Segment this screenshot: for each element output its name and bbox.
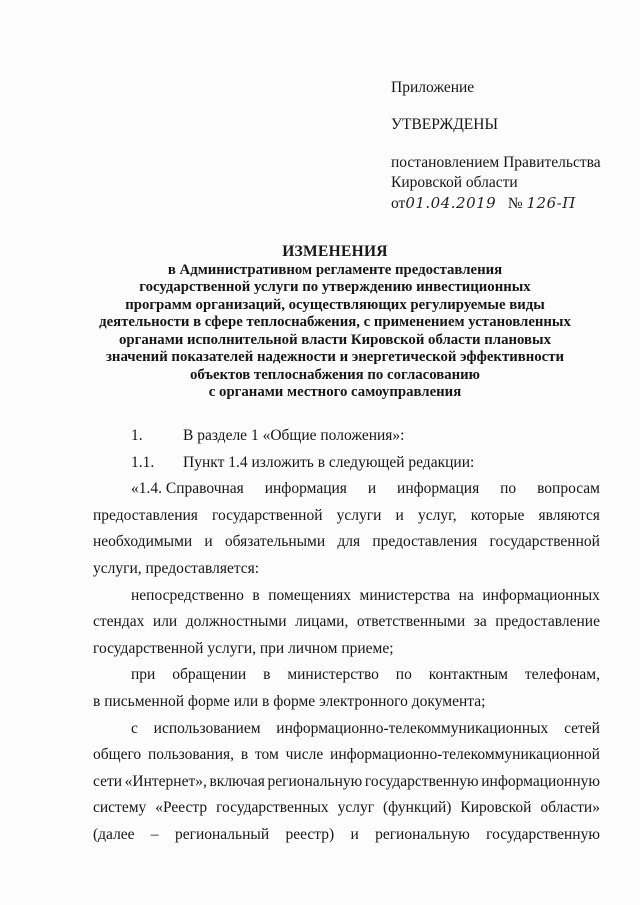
word: использованием	[153, 719, 261, 737]
item-1-text: В разделе 1 «Общие положения»:	[183, 427, 405, 444]
title-heading: ИЗМЕНЕНИЯ	[282, 243, 388, 260]
word: услуг,	[417, 506, 457, 524]
title-line: в Административном регламенте предоставления	[167, 261, 503, 278]
para4-line3	[93, 769, 600, 796]
from-label: от	[391, 195, 406, 212]
title-line: с органами местного самоуправления	[208, 384, 462, 400]
title-line: государственной услуги по утверждению инвестиционных	[139, 279, 531, 295]
resolution-line-2: Кировской области	[391, 174, 518, 191]
item-1-1	[131, 450, 600, 477]
item-1	[131, 423, 600, 450]
resolution-date-number	[391, 193, 621, 214]
word: числе	[285, 746, 324, 764]
word: предоставления	[372, 533, 478, 551]
word: информационно-телекоммуникационной	[330, 746, 600, 764]
word: для	[337, 533, 361, 551]
word: обязательными	[224, 533, 326, 551]
word: услуги	[336, 506, 382, 524]
word: телефонам,	[524, 666, 600, 684]
word: министерство	[287, 666, 379, 684]
appendix-label: Приложение	[391, 79, 475, 96]
word: помещениях	[268, 586, 351, 604]
para1-line4: услуги, предоставляется:	[93, 559, 260, 577]
word: региональный	[174, 825, 270, 843]
word: и	[204, 533, 213, 551]
para1-line3	[93, 529, 600, 556]
word: Кировской	[460, 799, 532, 817]
title-line: органами исполнительной власти Кировской области плановых	[119, 331, 551, 348]
word: с	[131, 719, 138, 737]
word: и	[350, 825, 359, 843]
word: за	[473, 613, 487, 631]
word: в	[263, 666, 271, 684]
para1-line1	[131, 476, 600, 503]
item-1-1-number: 1.1.	[131, 453, 155, 471]
word: обращении	[172, 666, 247, 684]
word: ответственными	[356, 613, 466, 631]
handwritten-date: 01.04.2019	[405, 194, 497, 212]
para4-line4	[93, 795, 600, 822]
word: пользования,	[148, 746, 235, 764]
word: предоставления	[93, 506, 198, 524]
para2-line3: государственной услуги, при личном приеме;	[93, 639, 394, 657]
word: или	[152, 613, 178, 631]
word: государственных	[216, 799, 329, 817]
word: услуг	[337, 799, 375, 817]
word: систему	[93, 799, 147, 817]
word: по	[500, 480, 517, 498]
item-1-number: 1.	[131, 427, 143, 444]
word: включая	[209, 772, 265, 790]
word: государственной	[212, 506, 323, 524]
word: информация	[397, 480, 480, 498]
document-body	[93, 423, 600, 849]
word: сетей	[564, 719, 600, 737]
word: в	[252, 586, 260, 604]
word: контактным	[428, 666, 508, 684]
word: –	[150, 825, 159, 843]
para4-line1	[131, 716, 600, 743]
word: при	[131, 666, 156, 684]
word: в	[240, 746, 249, 764]
document-title	[60, 243, 610, 402]
number-label: №	[507, 195, 523, 212]
approved-label: УТВЕРЖДЕНЫ	[391, 116, 498, 133]
word: «Реестр	[155, 799, 208, 817]
para1-line2	[93, 503, 600, 530]
title-line: значений показателей надежности и энергетической эффективности	[105, 349, 565, 365]
word: государственную	[364, 772, 479, 790]
handwritten-number: 126-П	[526, 194, 576, 212]
word: должностными	[185, 613, 287, 631]
word: «1.4. Справочная	[131, 480, 244, 498]
word: государственную	[486, 825, 600, 843]
word: том	[254, 746, 279, 764]
word: реестр)	[285, 825, 335, 843]
para2-line1	[131, 583, 600, 610]
resolution-line-1: постановлением Правительства	[391, 154, 601, 171]
word: государственной	[489, 533, 600, 551]
item-1-1-text: Пункт 1.4 изложить в следующей редакции:	[183, 453, 475, 471]
word: (функций)	[383, 799, 452, 817]
word: региональную	[267, 772, 363, 790]
para4-line5	[93, 822, 600, 849]
approval-stamp-block	[391, 78, 621, 214]
word: общего	[93, 746, 142, 764]
word: (далее	[93, 825, 135, 843]
word: вопросам	[537, 480, 600, 498]
word: информационную	[481, 772, 600, 790]
word: информационно-телекоммуникационных	[276, 719, 549, 737]
word: региональную	[375, 825, 470, 843]
title-line: деятельности в сфере теплоснабжения, с применением установленных	[99, 314, 571, 330]
word: которые	[470, 506, 525, 524]
para3-line1	[131, 662, 600, 689]
word: являются	[538, 506, 600, 524]
word: информация	[264, 480, 347, 498]
para4-line2	[93, 742, 600, 769]
word: стендах	[93, 613, 145, 631]
word: и	[367, 480, 377, 498]
title-line: программ организаций, осуществляющих регулируемые виды	[125, 296, 545, 313]
word: «Интернет»,	[124, 772, 207, 790]
word: области»	[540, 799, 600, 817]
word: по	[395, 666, 412, 684]
word: непосредственно	[131, 586, 244, 604]
word: лицами,	[295, 613, 349, 631]
word: сети	[93, 772, 123, 790]
para2-line2	[93, 609, 600, 636]
word: министерства	[359, 586, 451, 604]
word: предоставление	[495, 613, 600, 631]
title-line: объектов теплоснабжения по согласованию	[190, 366, 480, 383]
word: информационных	[482, 586, 600, 604]
word: на	[458, 586, 474, 604]
word: необходимыми	[93, 533, 193, 551]
word: и	[395, 506, 404, 524]
para3-line2: в письменной форме или в форме электронного документа;	[93, 692, 486, 710]
